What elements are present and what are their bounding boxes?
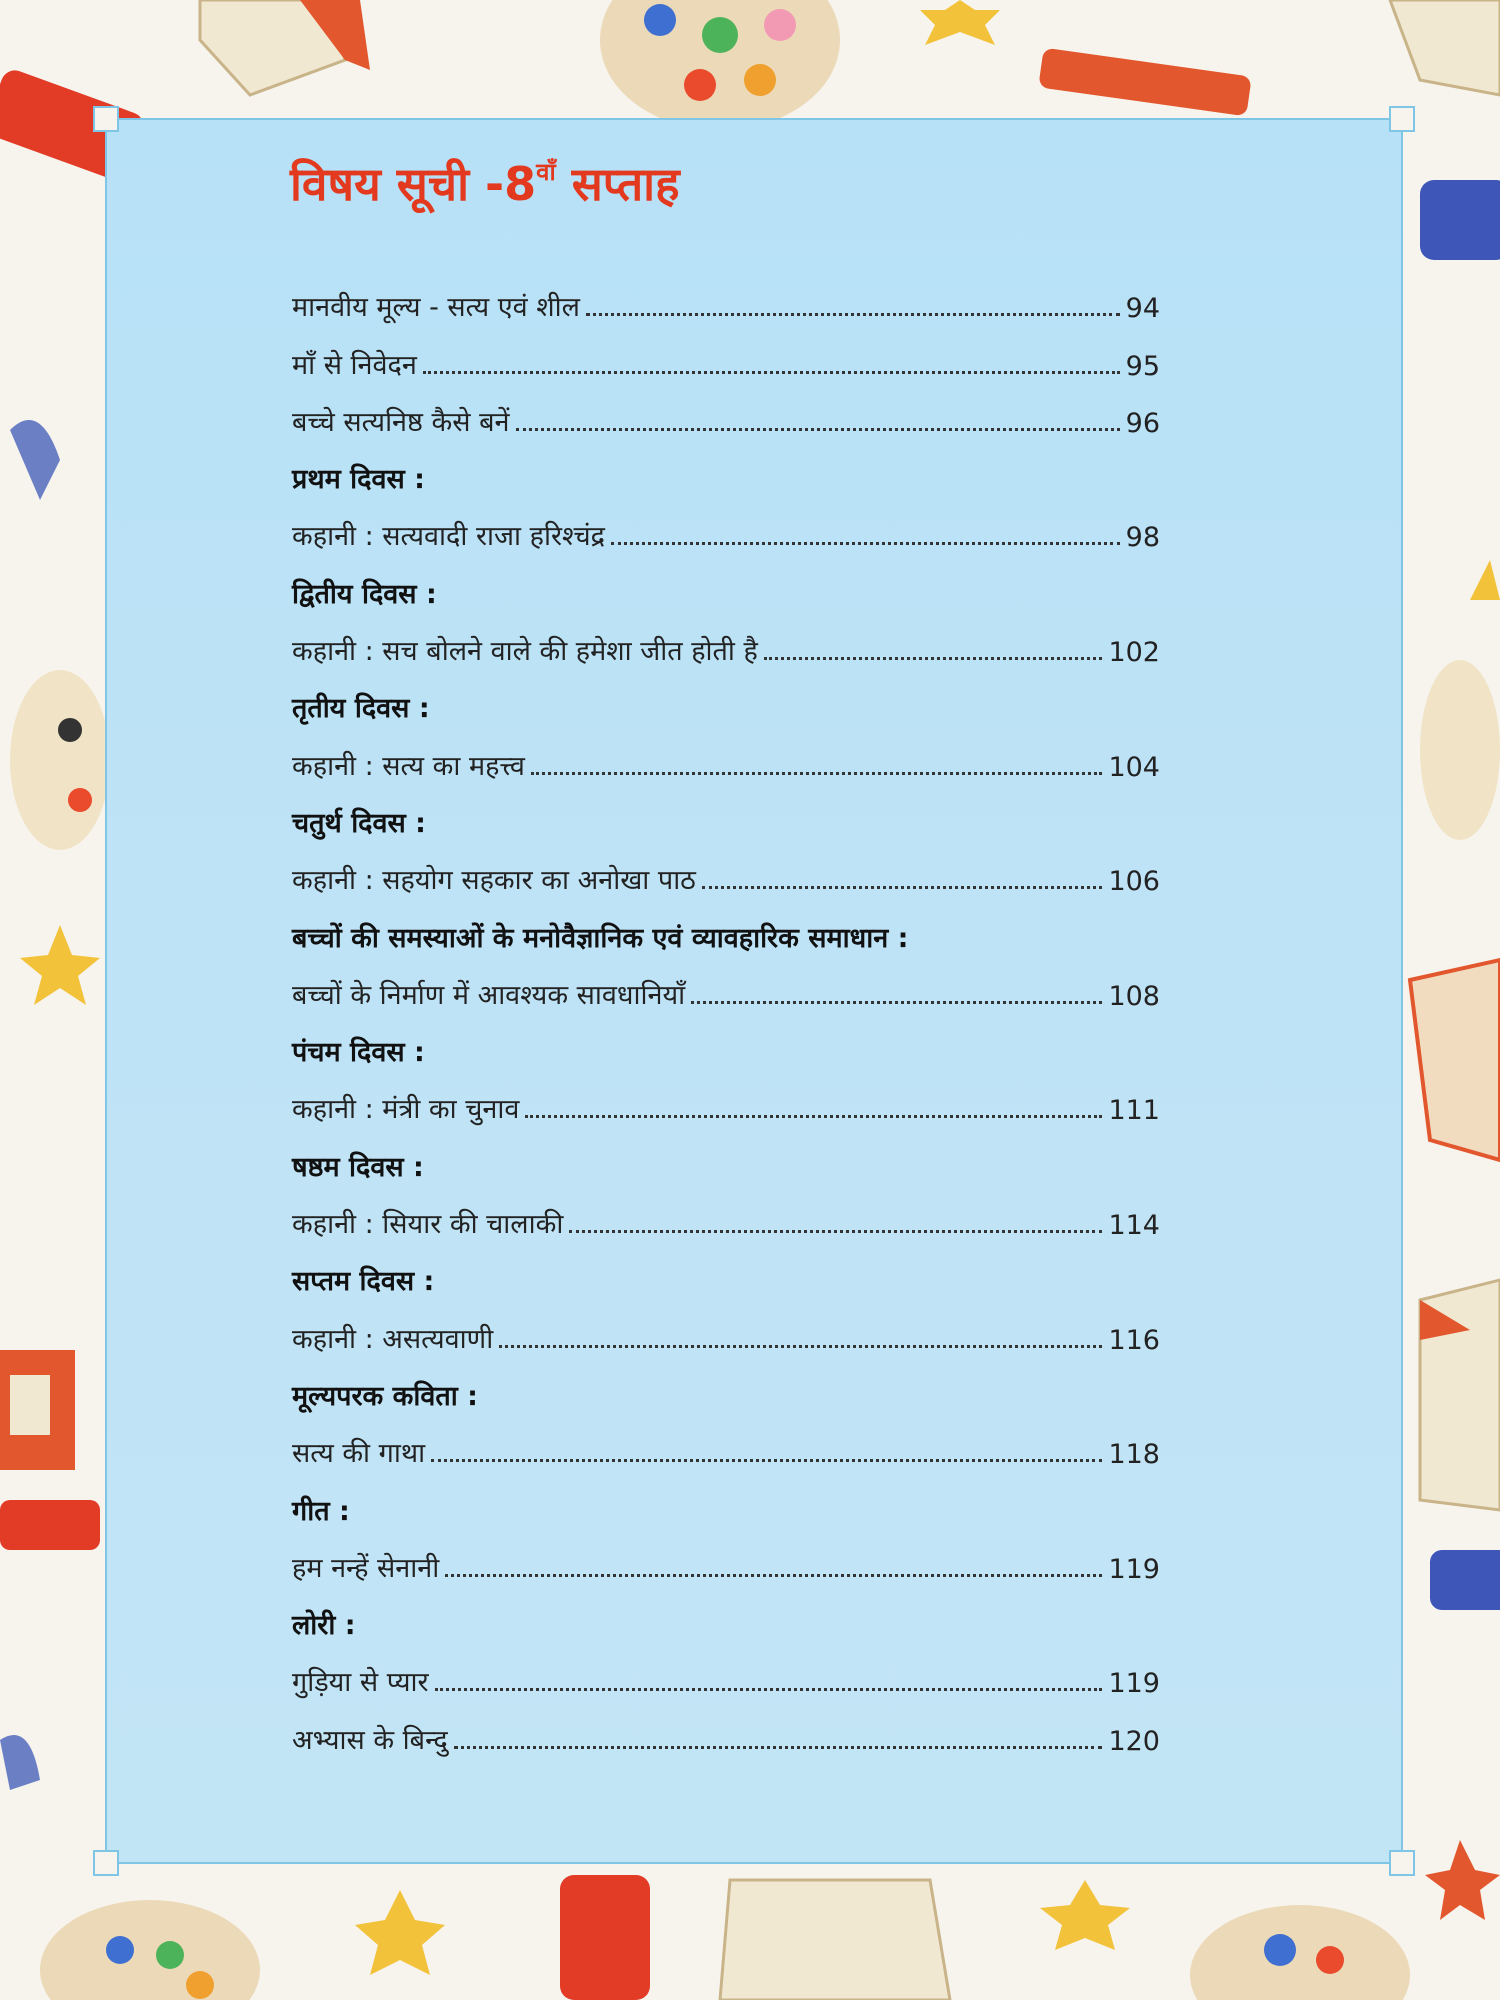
toc-entry[interactable] xyxy=(292,965,1160,1022)
dot-leader xyxy=(702,886,1103,889)
paint-palette-icon xyxy=(1190,1905,1410,2000)
section-heading-label: चतुर्थ दिवस : xyxy=(292,807,426,839)
toc-page-number: 111 xyxy=(1108,1095,1160,1127)
crayon-icon xyxy=(1420,180,1500,260)
toc-entry-label: कहानी : सत्यवादी राजा हरिश्चंद्र xyxy=(292,521,605,553)
star-icon xyxy=(1425,1840,1500,1920)
section-heading-label: प्रथम दिवस : xyxy=(292,464,425,496)
toc-section-heading xyxy=(292,1595,1160,1652)
toc-entry[interactable] xyxy=(292,1194,1160,1251)
section-heading-label: षष्ठम दिवस : xyxy=(292,1151,424,1183)
table-of-contents xyxy=(292,277,1160,1767)
section-heading-label: तृतीय दिवस : xyxy=(292,693,430,725)
toc-entry[interactable] xyxy=(292,1308,1160,1365)
toc-page-number: 108 xyxy=(1108,980,1160,1012)
star-icon xyxy=(1470,560,1500,600)
dot-leader xyxy=(499,1345,1102,1348)
toc-entry-label: बच्चों के निर्माण में आवश्यक सावधानियाँ xyxy=(292,979,686,1011)
toc-entry[interactable] xyxy=(292,277,1160,334)
toc-entry[interactable] xyxy=(292,621,1160,678)
paint-palette-icon xyxy=(10,670,110,850)
crayon-icon xyxy=(1430,1550,1500,1610)
toc-entry[interactable] xyxy=(292,1079,1160,1136)
toc-entry[interactable] xyxy=(292,1709,1160,1766)
toc-entry-label: कहानी : असत्यवाणी xyxy=(292,1323,494,1355)
dot-leader xyxy=(586,313,1120,316)
toc-entry[interactable] xyxy=(292,735,1160,792)
dot-leader xyxy=(516,428,1120,431)
section-heading-label: लोरी : xyxy=(292,1610,356,1642)
toc-page-number: 94 xyxy=(1125,293,1160,325)
toc-entry-label: सत्य की गाथा xyxy=(292,1438,426,1470)
crayon-icon xyxy=(1038,48,1252,117)
toc-entry-label: मानवीय मूल्य - सत्य एवं शील xyxy=(292,292,580,324)
star-icon xyxy=(1040,1880,1130,1950)
book-icon xyxy=(1390,0,1500,95)
toc-page-number: 98 xyxy=(1125,522,1160,554)
panel-corner xyxy=(93,1850,119,1876)
toc-page-number: 96 xyxy=(1125,407,1160,439)
toc-entry[interactable] xyxy=(292,850,1160,907)
toc-entry-label: कहानी : सहयोग सहकार का अनोखा पाठ xyxy=(292,865,696,897)
toc-section-heading xyxy=(292,563,1160,620)
page-title xyxy=(290,152,680,214)
toc-entry-label: कहानी : सच बोलने वाले की हमेशा जीत होती है xyxy=(292,636,758,668)
paint-palette-icon xyxy=(600,0,840,130)
title-suffix: सप्ताह xyxy=(571,157,680,211)
toc-entry-label: गुड़िया से प्यार xyxy=(292,1667,429,1699)
toc-section-heading xyxy=(292,678,1160,735)
toc-entry-label: कहानी : मंत्री का चुनाव xyxy=(292,1094,520,1126)
toc-entry-label: बच्चे सत्यनिष्ठ कैसे बनें xyxy=(292,406,510,438)
toc-page-number: 104 xyxy=(1108,751,1160,783)
toc-page-number: 106 xyxy=(1108,866,1160,898)
toc-entry[interactable] xyxy=(292,1423,1160,1480)
toc-page-number: 119 xyxy=(1108,1553,1160,1585)
toc-page-number: 95 xyxy=(1125,350,1160,382)
star-icon xyxy=(20,925,100,1005)
toc-section-heading xyxy=(292,449,1160,506)
toc-section-heading xyxy=(292,1136,1160,1193)
toc-section-heading xyxy=(292,907,1160,964)
toc-page-number: 119 xyxy=(1108,1668,1160,1700)
rocket-icon xyxy=(10,420,60,500)
book-icon xyxy=(720,1880,950,2000)
paint-palette-icon xyxy=(1420,660,1500,840)
toc-entry[interactable] xyxy=(292,1538,1160,1595)
panel-corner xyxy=(93,106,119,132)
toc-page-number: 102 xyxy=(1108,637,1160,669)
toc-entry-label: अभ्यास के बिन्दु xyxy=(292,1724,448,1756)
title-prefix: विषय सूची -8 xyxy=(290,157,537,211)
star-icon xyxy=(920,0,1000,45)
paint-palette-icon xyxy=(40,1900,260,2000)
dot-leader xyxy=(531,772,1103,775)
dot-leader xyxy=(691,1001,1102,1004)
toc-page-number: 120 xyxy=(1108,1725,1160,1757)
toc-entry-label: माँ से निवेदन xyxy=(292,349,417,381)
star-icon xyxy=(355,1890,445,1975)
section-heading-label: सप्तम दिवस : xyxy=(292,1266,435,1298)
dot-leader xyxy=(454,1746,1103,1749)
toc-entry[interactable] xyxy=(292,334,1160,391)
rocket-icon xyxy=(1410,960,1500,1160)
rocket-icon xyxy=(0,1735,40,1790)
toc-entry[interactable] xyxy=(292,1652,1160,1709)
dot-leader xyxy=(423,371,1120,374)
panel-corner xyxy=(1389,1850,1415,1876)
book-icon xyxy=(200,0,370,95)
dot-leader xyxy=(569,1230,1102,1233)
toc-page-number: 116 xyxy=(1108,1324,1160,1356)
dot-leader xyxy=(611,542,1120,545)
toc-page-number: 114 xyxy=(1108,1210,1160,1242)
book-icon xyxy=(0,1350,75,1470)
toc-entry-label: कहानी : सियार की चालाकी xyxy=(292,1209,564,1241)
dot-leader xyxy=(525,1115,1102,1118)
toc-entry-label: हम नन्हें सेनानी xyxy=(292,1552,440,1584)
section-heading-label: द्वितीय दिवस : xyxy=(292,578,437,610)
crayon-icon xyxy=(560,1875,650,2000)
toc-page-number: 118 xyxy=(1108,1439,1160,1471)
dot-leader xyxy=(431,1459,1102,1462)
dot-leader xyxy=(435,1688,1103,1691)
toc-entry[interactable] xyxy=(292,392,1160,449)
dot-leader xyxy=(445,1574,1102,1577)
toc-entry[interactable] xyxy=(292,506,1160,563)
book-icon xyxy=(1420,1280,1500,1510)
toc-section-heading xyxy=(292,1480,1160,1537)
crayon-icon xyxy=(0,1500,100,1550)
toc-section-heading xyxy=(292,793,1160,850)
toc-section-heading xyxy=(292,1022,1160,1079)
title-superscript: वाँ xyxy=(536,157,556,186)
toc-entry-label: कहानी : सत्य का महत्त्व xyxy=(292,750,525,782)
toc-section-heading xyxy=(292,1251,1160,1308)
toc-section-heading xyxy=(292,1366,1160,1423)
section-heading-label: पंचम दिवस : xyxy=(292,1037,425,1069)
panel-corner xyxy=(1389,106,1415,132)
section-heading-label: गीत : xyxy=(292,1495,350,1527)
section-heading-label: बच्चों की समस्याओं के मनोवैज्ञानिक एवं व्यावहारिक समाधान : xyxy=(292,922,909,954)
section-heading-label: मूल्यपरक कविता : xyxy=(292,1380,478,1412)
dot-leader xyxy=(764,657,1103,660)
